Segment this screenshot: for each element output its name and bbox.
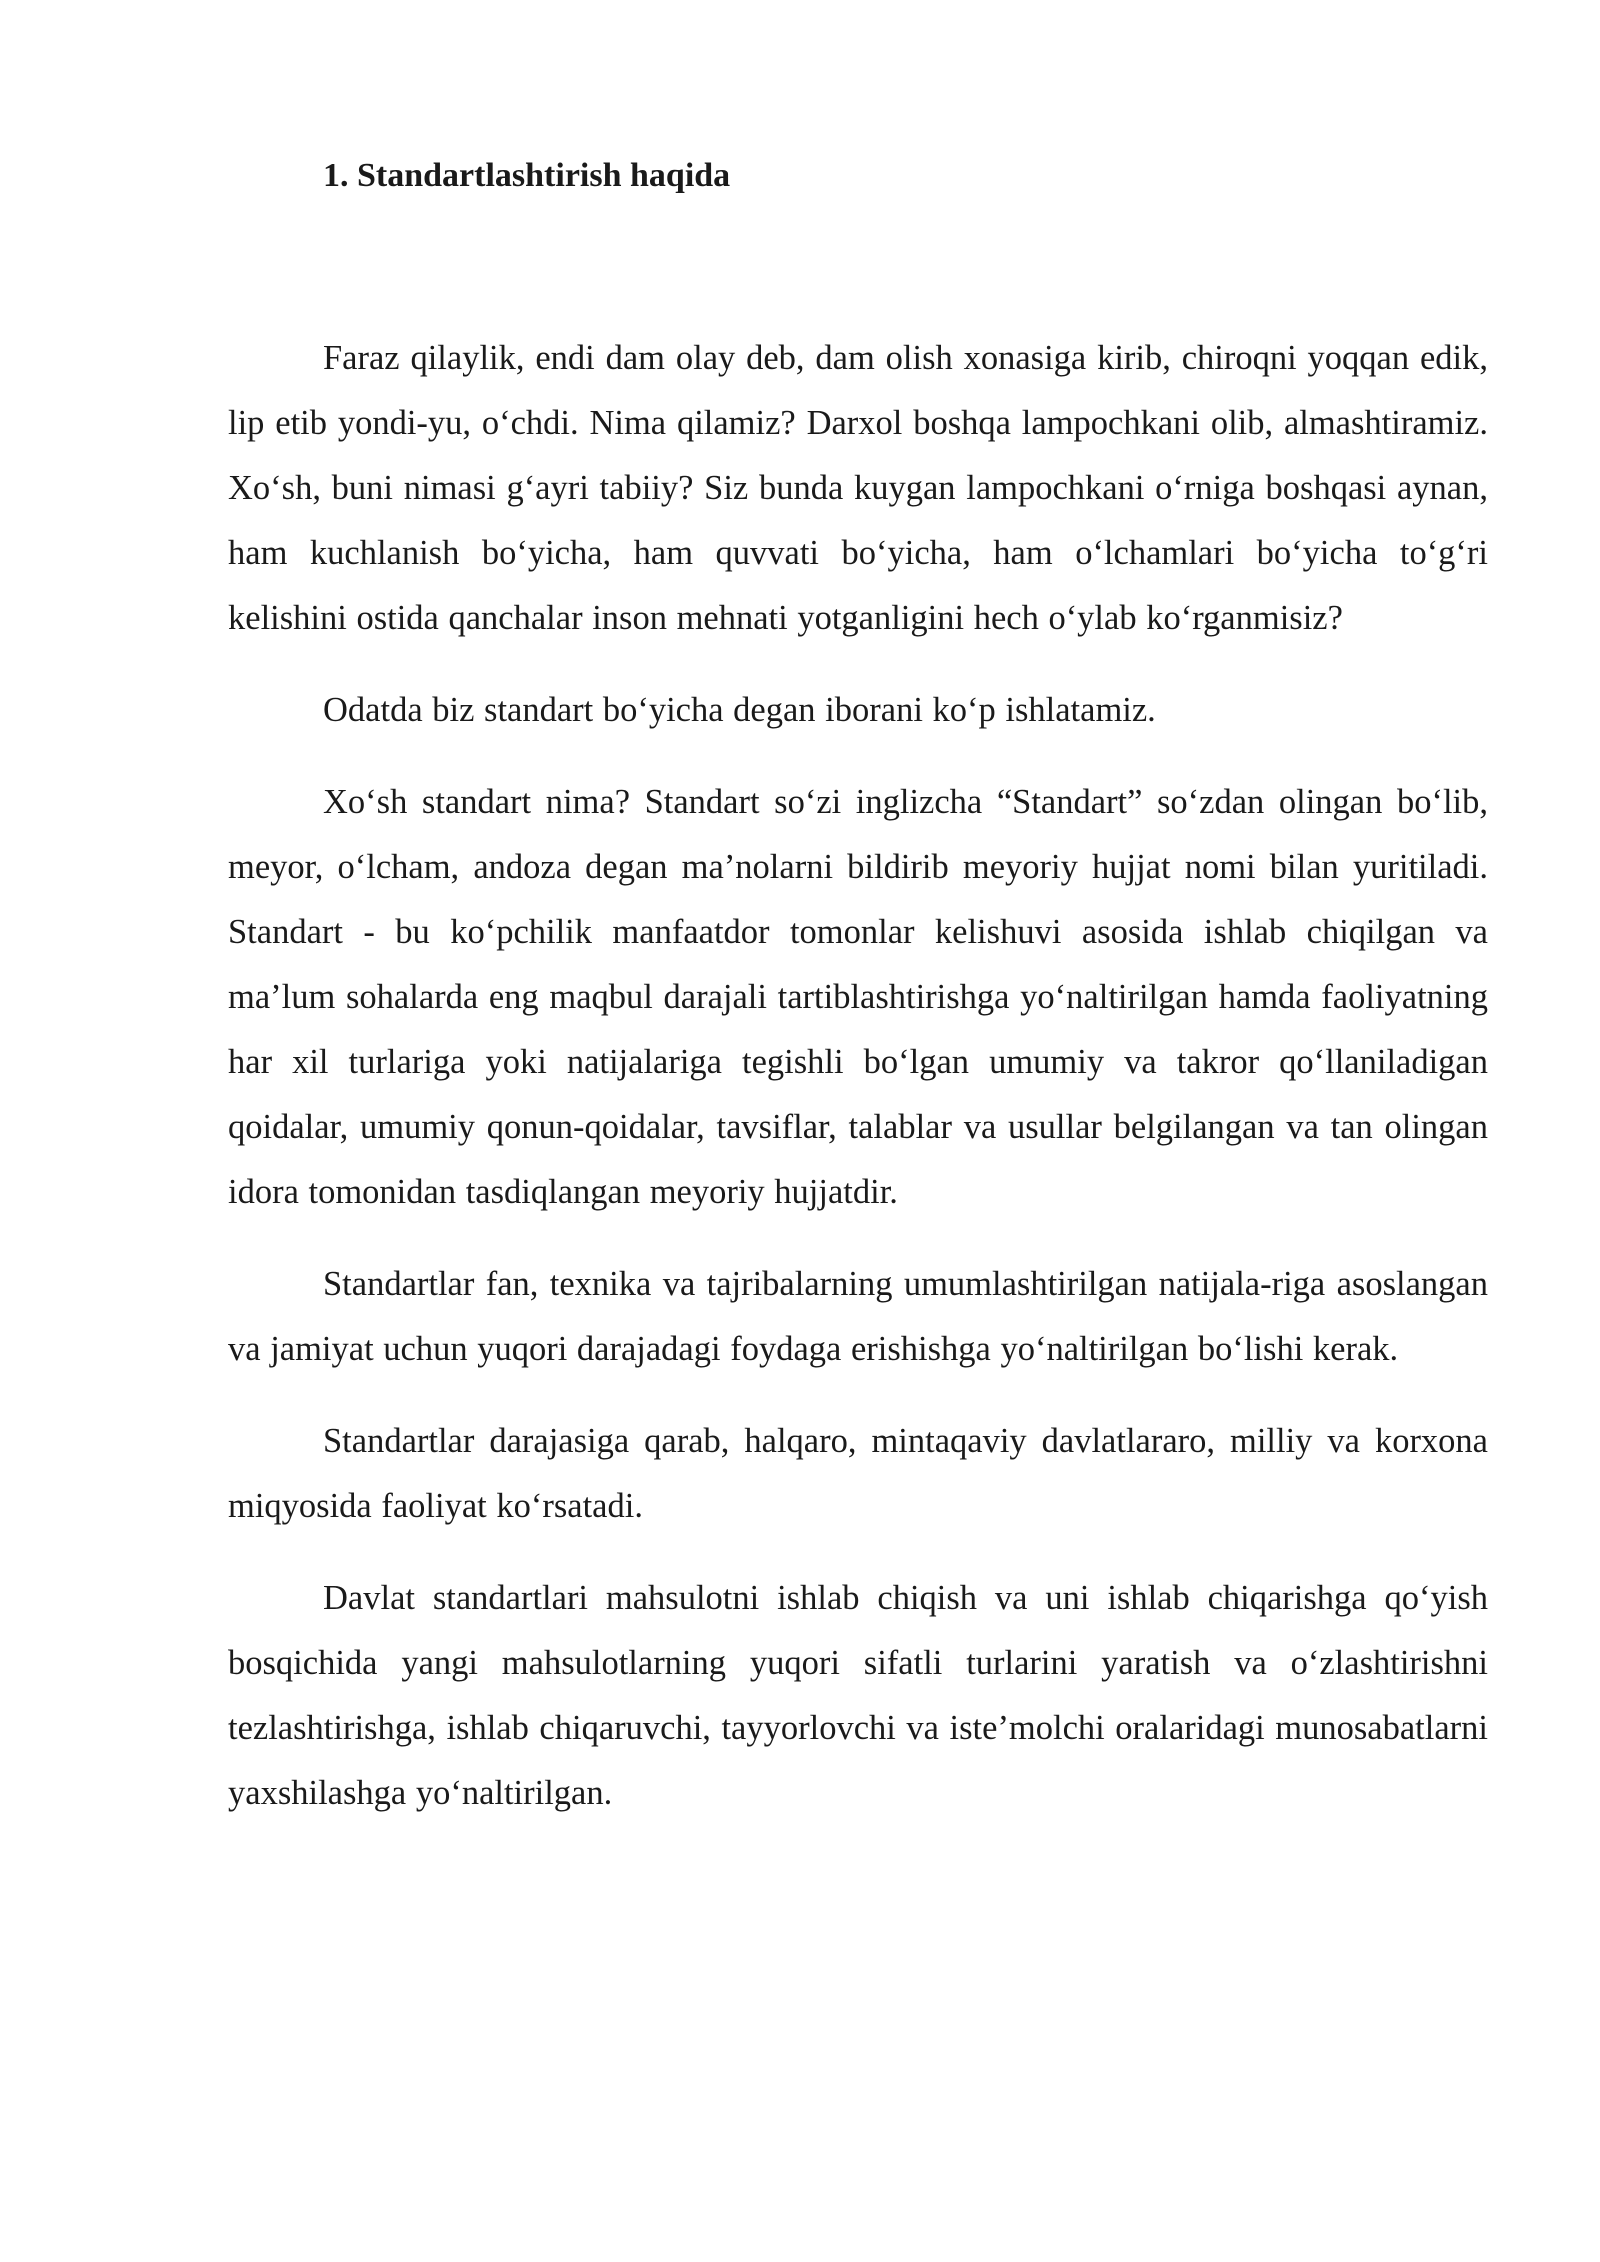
- paragraph-standard-definition: Xo‘sh standart nima? Standart so‘zi inglizcha “Standart” so‘zdan olingan bo‘lib, meyor, o‘lcham, andoza degan ma’nolarni bildirib meyoriy hujjat nomi bilan yuritiladi. Standart - bu ko‘pchilik manfaatdor tomonlar kelishuvi asosida ishlab chiqilgan va ma’lum sohalarda eng maqbul darajali tartiblashtirishga yo‘naltirilgan hamda faoliyatning har xil turlariga yoki natijalariga tegishli bo‘lgan umumiy va takror qo‘llaniladigan qoidalar, umumiy qonun-qoidalar, tavsiflar, talablar va usullar belgilangan va tan olingan idora tomonidan tasdiqlangan meyoriy hujjatdir.: [228, 783, 1488, 1211]
- paragraph-state-standards: Davlat standartlari mahsulotni ishlab chiqish va uni ishlab chiqarishga qo‘yish bosqichida yangi mahsulotlarning yuqori sifatli turlarini yaratish va o‘zlashtirishni tezlashtirishga, ishlab chiqaruvchi, tayyorlovchi va iste’molchi oralaridagi munosabatlarni yaxshilashga yo‘naltirilgan.: [228, 1579, 1488, 1812]
- document-body: [228, 326, 1488, 1826]
- paragraph-standards-basis: Standartlar fan, texnika va tajribalarning umumlashtirilgan natijala-riga asoslangan va jamiyat uchun yuqori darajadagi foydaga erishishga yo‘naltirilgan bo‘lishi kerak.: [228, 1265, 1488, 1368]
- paragraph-lamp-example: Faraz qilaylik, endi dam olay deb, dam olish xonasiga kirib, chiroqni yoqqan edik, lip etib yondi-yu, o‘chdi. Nima qilamiz? Darxol boshqa lampochkani olib, almashtiramiz. Xo‘sh, buni nimasi g‘ayri tabiiy? Siz bunda kuygan lampochkani o‘rniga boshqasi aynan, ham kuchlanish bo‘yicha, ham quvvati bo‘yicha, ham o‘lchamlari bo‘yicha to‘g‘ri kelishini ostida qanchalar inson mehnati yotganligini hech o‘ylab ko‘rganmisiz?: [228, 339, 1488, 637]
- paragraph-standard-phrase: Odatda biz standart bo‘yicha degan iborani ko‘p ishlatamiz.: [323, 691, 1156, 729]
- section-heading: 1. Standartlashtirish haqida: [323, 157, 731, 194]
- paragraph-standards-levels: Standartlar darajasiga qarab, halqaro, mintaqaviy davlatlararo, milliy va korxona miqyosida faoliyat ko‘rsatadi.: [228, 1422, 1488, 1525]
